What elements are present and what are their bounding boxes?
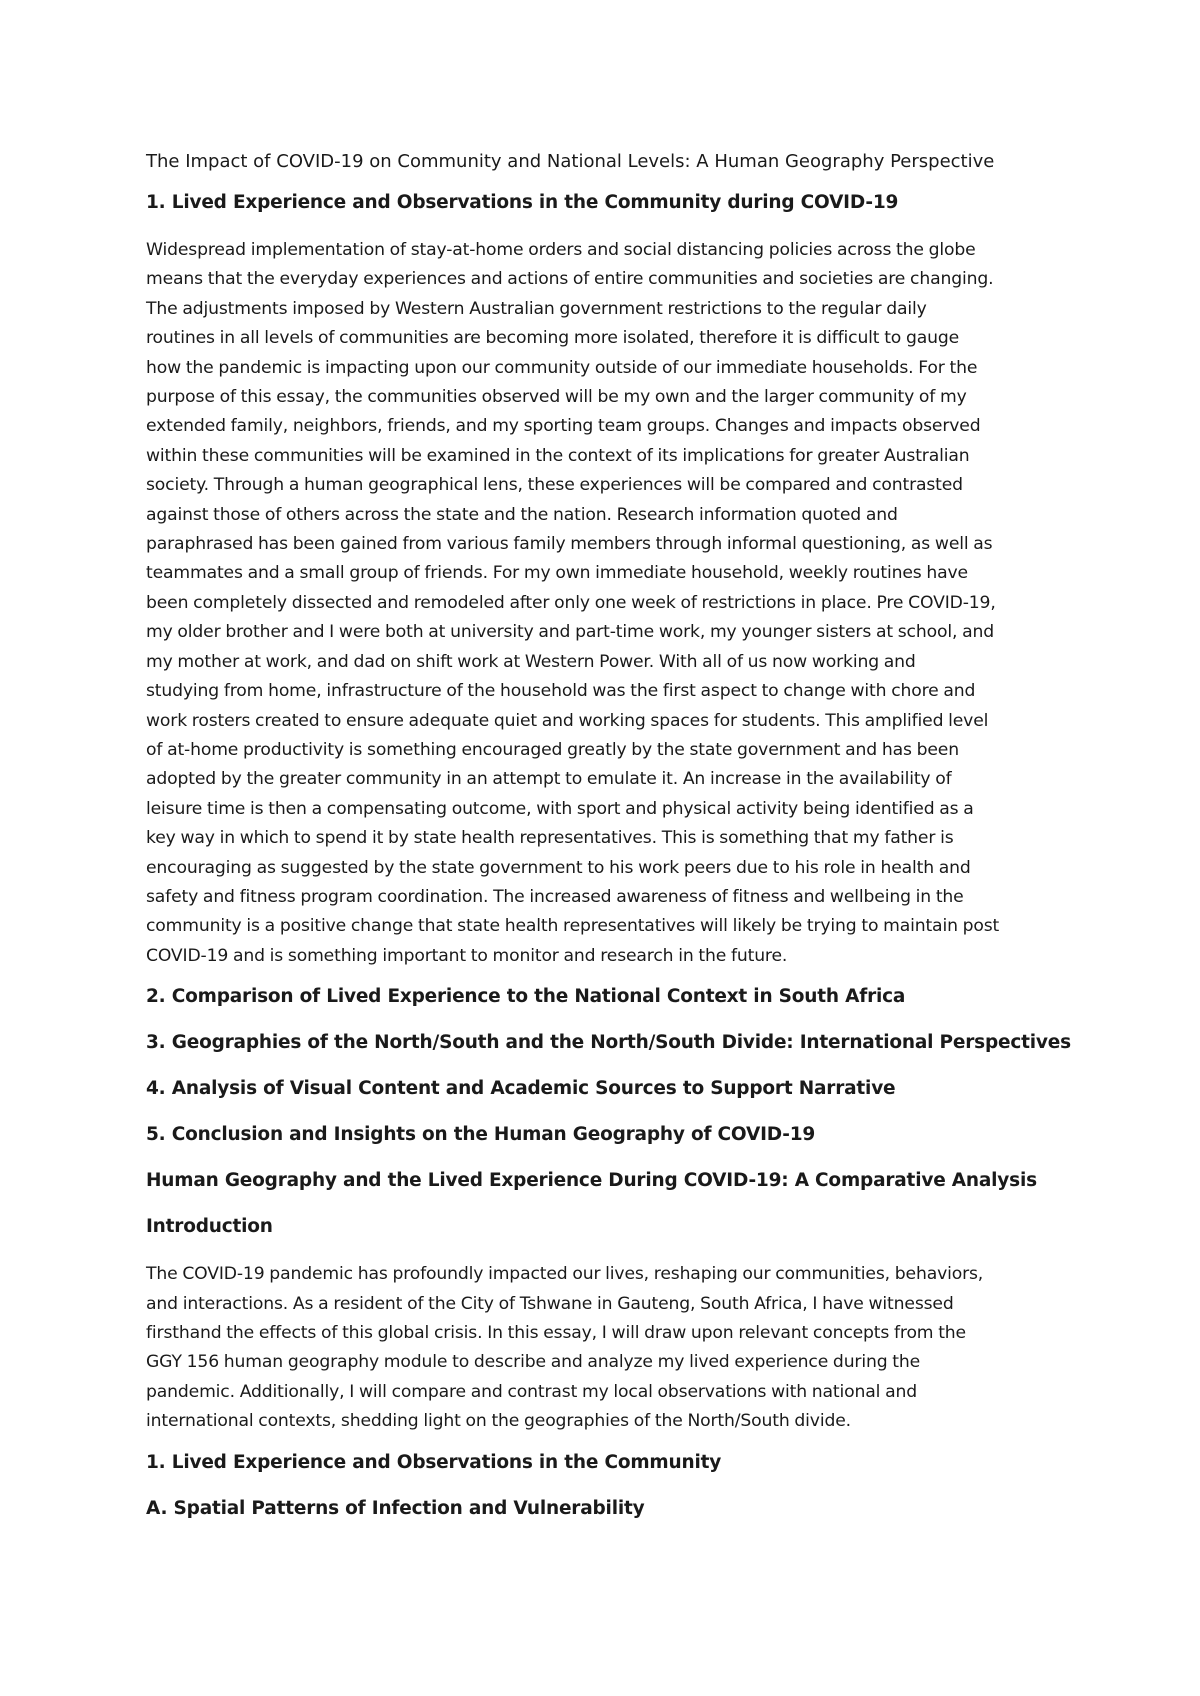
paragraph-lived-experience-line: my mother at work, and dad on shift work at Western Power. With all of us now working and xyxy=(146,651,916,672)
heading-lived-experience-community: 1. Lived Experience and Observations in the Community xyxy=(146,1451,722,1473)
heading-comparison-south-africa: 2. Comparison of Lived Experience to the National Context in South Africa xyxy=(146,986,906,1008)
essay-title: Human Geography and the Lived Experience During COVID-19: A Comparative Analysis xyxy=(146,1170,1037,1192)
heading-lived-experience-during-covid: 1. Lived Experience and Observations in the Community during COVID-19 xyxy=(146,192,899,213)
paragraph-lived-experience-line: paraphrased has been gained from various family members through informal questioning, as well as xyxy=(146,534,993,555)
paragraph-lived-experience-line: of at-home productivity is something encouraged greatly by the state government and has been xyxy=(146,739,959,760)
document-title: The Impact of COVID-19 on Community and National Levels: A Human Geography Perspective xyxy=(146,151,995,172)
paragraph-lived-experience xyxy=(146,236,1076,971)
paragraph-lived-experience-line: community is a positive change that state health representatives will likely be trying to maintain post xyxy=(146,916,1000,937)
paragraph-lived-experience-line: safety and fitness program coordination. The increased awareness of fitness and wellbeing in the xyxy=(146,886,964,907)
paragraph-lived-experience-line: COVID-19 and is something important to monitor and research in the future. xyxy=(146,945,788,966)
paragraph-lived-experience-line: leisure time is then a compensating outcome, with sport and physical activity being identified as a xyxy=(146,798,974,819)
heading-visual-content-analysis: 4. Analysis of Visual Content and Academic Sources to Support Narrative xyxy=(146,1078,896,1100)
paragraph-lived-experience-line: against those of others across the state and the nation. Research information quoted and xyxy=(146,504,898,525)
heading-spatial-patterns: A. Spatial Patterns of Infection and Vulnerability xyxy=(146,1497,645,1519)
paragraph-lived-experience-line: society. Through a human geographical lens, these experiences will be compared and contrasted xyxy=(146,475,963,496)
paragraph-lived-experience-line: adopted by the greater community in an attempt to emulate it. An increase in the availability of xyxy=(146,769,952,790)
paragraph-introduction xyxy=(146,1260,1076,1436)
paragraph-lived-experience-line: routines in all levels of communities are becoming more isolated, therefore it is difficult to gauge xyxy=(146,328,960,349)
paragraph-lived-experience-line: my older brother and I were both at university and part-time work, my younger sisters at school, and xyxy=(146,622,994,643)
paragraph-lived-experience-line: purpose of this essay, the communities observed will be my own and the larger community of my xyxy=(146,387,967,408)
paragraph-lived-experience-line: been completely dissected and remodeled after only one week of restrictions in place. Pre COVID-19, xyxy=(146,592,996,613)
paragraph-introduction-line: international contexts, shedding light on the geographies of the North/South divide. xyxy=(146,1411,851,1432)
paragraph-lived-experience-line: Widespread implementation of stay-at-home orders and social distancing policies across the globe xyxy=(146,240,976,260)
paragraph-lived-experience-line: work rosters created to ensure adequate quiet and working spaces for students. This amplified level xyxy=(146,710,989,731)
paragraph-lived-experience-line: within these communities will be examined in the context of its implications for greater Australian xyxy=(146,445,970,466)
paragraph-introduction-line: and interactions. As a resident of the City of Tshwane in Gauteng, South Africa, I have witnessed xyxy=(146,1293,954,1314)
paragraph-introduction-line: The COVID-19 pandemic has profoundly impacted our lives, reshaping our communities, behaviors, xyxy=(146,1264,984,1285)
heading-introduction: Introduction xyxy=(146,1216,273,1238)
paragraph-lived-experience-line: how the pandemic is impacting upon our community outside of our immediate households. For the xyxy=(146,357,978,378)
paragraph-lived-experience-line: The adjustments imposed by Western Australian government restrictions to the regular daily xyxy=(146,298,927,319)
paragraph-lived-experience-line: extended family, neighbors, friends, and my sporting team groups. Changes and impacts observed xyxy=(146,416,981,437)
paragraph-lived-experience-line: means that the everyday experiences and actions of entire communities and societies are changing. xyxy=(146,269,994,290)
paragraph-introduction-line: firsthand the effects of this global crisis. In this essay, I will draw upon relevant concepts from the xyxy=(146,1322,966,1343)
document-body xyxy=(146,149,1076,1542)
paragraph-introduction-line: pandemic. Additionally, I will compare and contrast my local observations with national and xyxy=(146,1381,917,1402)
paragraph-lived-experience-line: key way in which to spend it by state health representatives. This is something that my father is xyxy=(146,828,954,849)
paragraph-lived-experience-line: studying from home, infrastructure of the household was the first aspect to change with chore and xyxy=(146,681,976,702)
paragraph-lived-experience-line: encouraging as suggested by the state government to his work peers due to his role in health and xyxy=(146,857,971,878)
heading-conclusion: 5. Conclusion and Insights on the Human Geography of COVID-19 xyxy=(146,1124,816,1146)
paragraph-lived-experience-line: teammates and a small group of friends. For my own immediate household, weekly routines have xyxy=(146,563,968,584)
heading-north-south-divide: 3. Geographies of the North/South and the North/South Divide: International Perspectives xyxy=(146,1032,1071,1054)
paragraph-introduction-line: GGY 156 human geography module to describe and analyze my lived experience during the xyxy=(146,1352,921,1373)
